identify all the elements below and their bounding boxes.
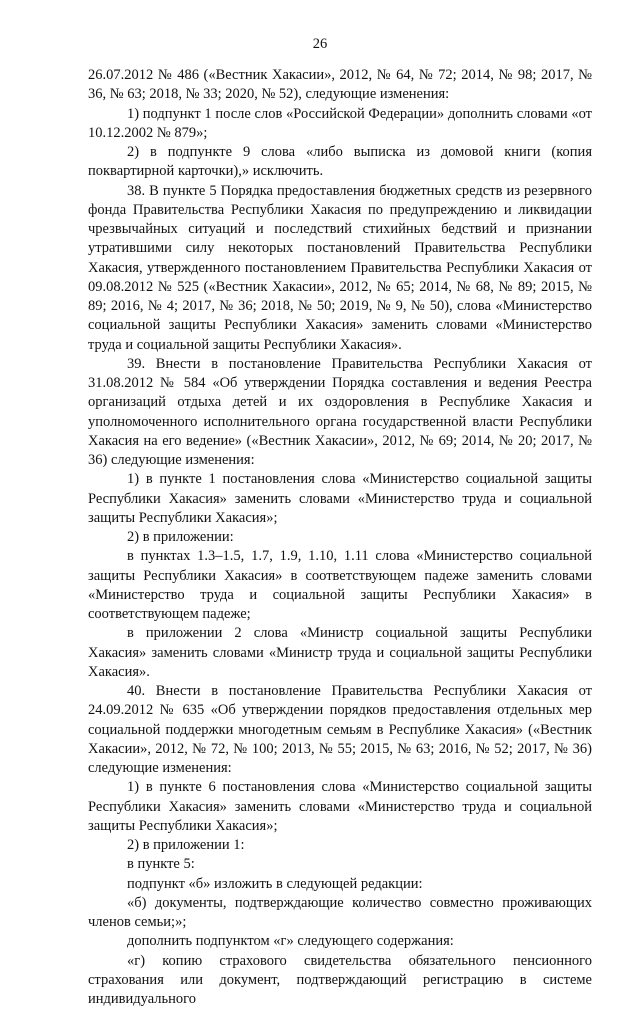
paragraph-subitem-1: 1) в пункте 6 постановления слова «Министерство социальной защиты Республики Хакасия» заменить словами «Министерство труда и социальной защиты Республики Хакасия»;: [88, 778, 592, 836]
paragraph-subclause-g-heading: дополнить подпунктом «г» следующего содержания:: [88, 932, 592, 951]
paragraph-subitem-1: 1) подпункт 1 после слов «Российской Федерации» дополнить словами «от 10.12.2002 № 879»;: [88, 105, 592, 144]
paragraph-clause-5: в пункте 5:: [88, 855, 592, 874]
paragraph-item-38: 38. В пункте 5 Порядка предоставления бюджетных средств из резервного фонда Правительства Республики Хакасия по предупреждению и ликвидации чрезвычайных ситуаций и последствий стихийных бедствий и признании утратившими силу некоторых постановлений Правительства Республики Хакасия, утвержденного постановлением Правительства Республики Хакасия от 09.08.2012 № 525 («Вестник Хакасии», 2012, № 65; 2014, № 68, № 89; 2015, № 89; 2016, № 4; 2017, № 36; 2018, № 50; 2019, № 9, № 50), слова «Министерство социальной защиты Республики Хакасия» заменить словами «Министерство труда и социальной защиты Республики Хакасия».: [88, 182, 592, 355]
page-number: 26: [0, 36, 640, 53]
paragraph-subitem-2: 2) в приложении 1:: [88, 836, 592, 855]
paragraph-subclause-b-text: «б) документы, подтверждающие количество совместно проживающих членов семьи;»;: [88, 894, 592, 933]
paragraph-subitem-1: 1) в пункте 1 постановления слова «Министерство социальной защиты Республики Хакасия» заменить словами «Министерство труда и социальной защиты Республики Хакасия»;: [88, 470, 592, 528]
paragraph-subitem-2: 2) в приложении:: [88, 528, 592, 547]
paragraph-item-40: 40. Внести в постановление Правительства Республики Хакасия от 24.09.2012 № 635 «Об утверждении порядков предоставления отдельных мер социальной поддержки многодетным семьям в Республике Хакасия» («Вестник Хакасии», 2012, № 72, № 100; 2013, № 55; 2015, № 63; 2016, № 52; 2017, № 36) следующие изменения:: [88, 682, 592, 778]
paragraph-subclause-b-heading: подпункт «б» изложить в следующей редакции:: [88, 875, 592, 894]
paragraph-continuation: 26.07.2012 № 486 («Вестник Хакасии», 2012, № 64, № 72; 2014, № 98; 2017, № 36, № 63; 2018, № 33; 2020, № 52), следующие изменения:: [88, 66, 592, 105]
paragraph-annex-clauses: в пунктах 1.3–1.5, 1.7, 1.9, 1.10, 1.11 слова «Министерство социальной защиты Республики Хакасия» в соответствующем падеже заменить словами «Министерство труда и социальной защиты Республики Хакасия» в соответствующем падеже;: [88, 547, 592, 624]
document-body: [88, 66, 592, 1009]
paragraph-subitem-2: 2) в подпункте 9 слова «либо выписка из домовой книги (копия поквартирной карточки),» исключить.: [88, 143, 592, 182]
paragraph-subclause-g-text: «г) копию страхового свидетельства обязательного пенсионного страхования или документ, подтверждающий регистрацию в системе индивидуального: [88, 952, 592, 1009]
paragraph-item-39: 39. Внести в постановление Правительства Республики Хакасия от 31.08.2012 № 584 «Об утверждении Порядка составления и ведения Реестра организаций отдыха детей и их оздоровления в Республике Хакасия и уполномоченного исполнительного органа государственной власти Республики Хакасия на его ведение» («Вестник Хакасии», 2012, № 69; 2014, № 20; 2017, № 36) следующие изменения:: [88, 355, 592, 471]
paragraph-annex-2: в приложении 2 слова «Министр социальной защиты Республики Хакасия» заменить словами «Министр труда и социальной защиты Республики Хакасия».: [88, 624, 592, 682]
